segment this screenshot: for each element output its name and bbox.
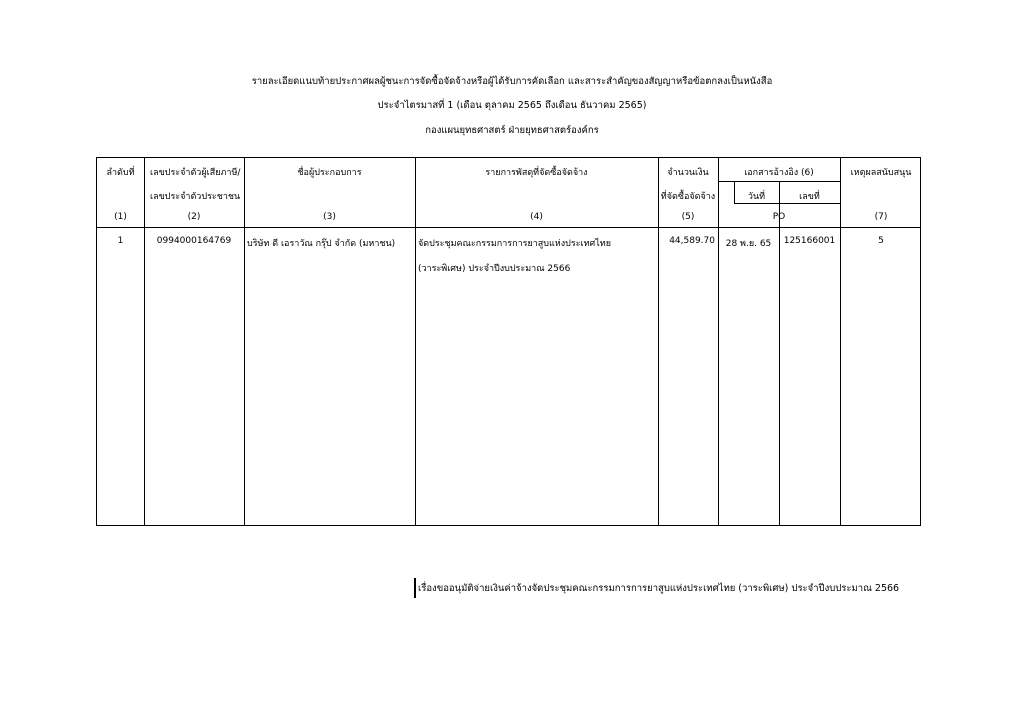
row-po-no: 125166001 (783, 236, 836, 246)
header-ref-no: เลขที่ (799, 192, 820, 202)
row-seq: 1 (117, 236, 124, 246)
subheader-line (734, 203, 840, 204)
footer-subject-text: เรื่องขออนุมัติจ่ายเงินค่าจ้างจัดประชุมคณะกรรมการการยาสูบแห่งประเทศไทย (วาระพิเศษ) ประจำปีงบประมาณ 2566 (418, 582, 900, 594)
header-amount-line2: ที่จัดซื้อจัดจ้าง (660, 192, 716, 202)
footer-marker (414, 578, 416, 598)
column-divider (779, 203, 780, 525)
num-2: (2) (187, 212, 201, 222)
document-period: ประจำไตรมาสที่ 1 (เดือน ตุลาคม 2565 ถึงเดือน ธันวาคม 2565) (377, 100, 647, 111)
header-ref-doc: เอกสารอ้างอิง (6) (744, 168, 814, 178)
header-amount: จำนวนเงิน (667, 168, 709, 178)
row-taxid: 0994000164769 (156, 236, 232, 246)
row-vendor: บริษัท ดี เอราวัณ กรุ๊ป จำกัด (มหาชน) (247, 239, 396, 249)
procurement-table (96, 157, 921, 526)
document-department: กองแผนยุทธศาสตร์ ฝ่ายยุทธศาสตร์องค์กร (425, 125, 599, 136)
row-item: จัดประชุมคณะกรรมการการยาสูบแห่งประเทศไทย (418, 239, 611, 249)
document-title: รายละเอียดแนบท้ายประกาศผลผู้ชนะการจัดซื้อจัดจ้างหรือผู้ได้รับการคัดเลือก และสาระสำคัญของสัญญาหรือข้อตกลงเป็นหนังสือ (251, 76, 773, 87)
header-vendor: ชื่อผู้ประกอบการ (297, 168, 362, 178)
num-6: PO (772, 212, 786, 222)
row-reason: 5 (878, 236, 884, 246)
row-date: 28 พ.ย. 65 (725, 239, 772, 249)
num-3: (3) (323, 212, 336, 222)
header-bottom-line (97, 227, 920, 228)
num-1: (1) (114, 212, 127, 222)
num-4: (4) (530, 212, 543, 222)
header-taxid: เลขประจำตัวผู้เสียภาษี/ (150, 168, 241, 178)
num-5: (5) (681, 212, 695, 222)
footer-subject (414, 578, 899, 598)
row-amount: 44,589.70 (669, 236, 715, 246)
num-7: (7) (874, 212, 888, 222)
header-item: รายการพัสดุที่จัดซื้อจัดจ้าง (485, 168, 588, 178)
row-item-line2: (วาระพิเศษ) ประจำปีงบประมาณ 2566 (418, 264, 571, 274)
header-taxid-line2: เลขประจำตัวประชาชน (150, 192, 241, 202)
header-reason: เหตุผลสนับสนุน (850, 168, 912, 178)
header-ref-date: วันที่ (747, 192, 766, 202)
subheader-line (718, 181, 840, 182)
header-seq: ลำดับที่ (106, 168, 135, 178)
